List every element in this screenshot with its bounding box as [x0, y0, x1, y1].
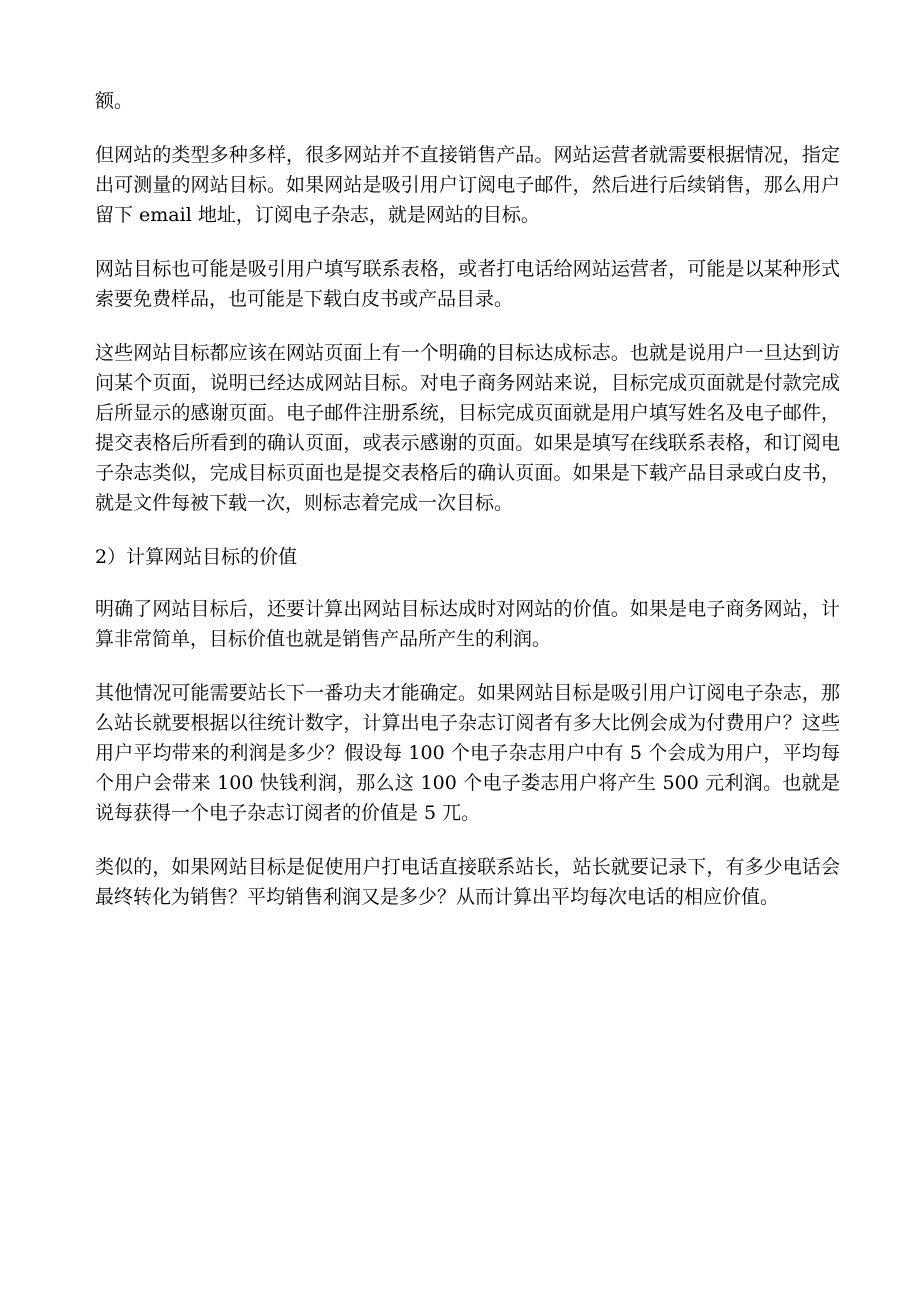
section-heading-goal-value: 2）计算网站目标的价值 [95, 546, 298, 568]
paragraph-site-types: 但网站的类型多种多样，很多网站并不直接销售产品。网站运营者就需要根据情况，指定出可测量的网站目标。如果网站是吸引用户订阅电子邮件，然后进行后续销售，那么用户留下 email 地址，订阅电子杂志，就是网站的目标。 [95, 144, 840, 226]
paragraph-newsletter-value: 其他情况可能需要站长下一番功夫才能确定。如果网站目标是吸引用户订阅电子杂志，那么站长就要根据以往统计数字，计算出电子杂志订阅者有多大比例会成为付费用户？这些用户平均带来的利润是多少？假设每 100 个电子杂志用户中有 5 个会成为用户，平均每个用户会带来 100 快钱利润，那么这 100 个电子娄志用户将产生 500 元利润。也就是说每获得一个电子杂志订阅者的价值是 5 兀。 [95, 682, 840, 824]
paragraph-ecommerce-value: 明确了网站目标后，还要计算出网站目标达成时对网站的价值。如果是电子商务网站，计算非常简单，目标价值也就是销售产品所产生的利润。 [95, 598, 840, 650]
document-body [95, 86, 840, 936]
paragraph-phone-value: 类似的，如果网站目标是促使用户打电话直接联系站长，站长就要记录下，有多少电话会最终转化为销售？平均销售利润又是多少？从而计算出平均每次电话的相应价值。 [95, 856, 840, 908]
paragraph-goal-marker: 这些网站目标都应该在网站页面上有一个明确的目标达成标志。也就是说用户一旦达到访问某个页面，说明已经达成网站目标。对电子商务网站来说，目标完成页面就是付款完成后所显示的感谢页面。电子邮件注册系统，目标完成页面就是用户填写姓名及电子邮件，提交表格后所看到的确认页面，或表示感谢的页面。如果是填写在线联系表格，和订阅电子杂志类似，完成目标页面也是提交表格后的确认页面。如果是下载产品目录或白皮书，就是文件每被下载一次，则标志着完成一次目标。 [95, 342, 840, 514]
paragraph-other-goals: 网站目标也可能是吸引用户填写联系表格，或者打电话给网站运营者，可能是以某种形式索要免费样品，也可能是下载白皮书或产品目录。 [95, 258, 840, 310]
paragraph-continuation: 额。 [95, 90, 134, 112]
